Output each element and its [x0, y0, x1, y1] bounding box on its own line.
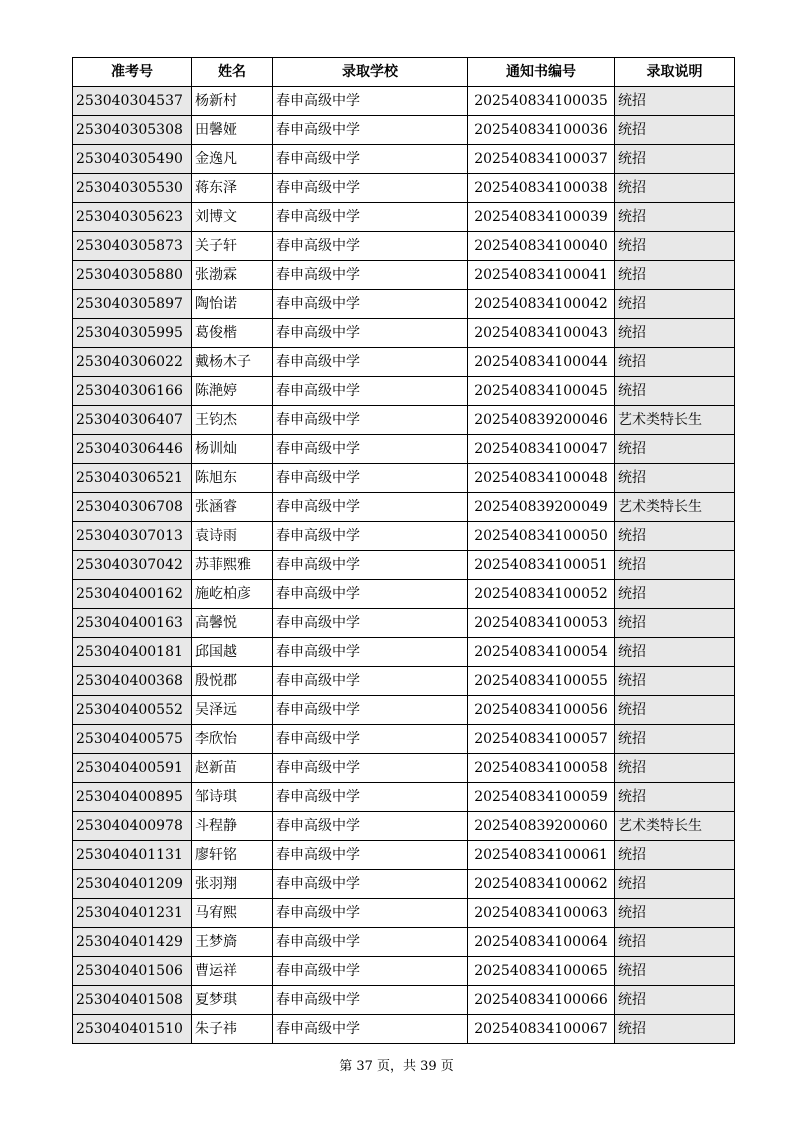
table-row — [73, 493, 735, 522]
table-row — [73, 551, 735, 580]
cell-notice-number: 202540834100062 — [468, 870, 615, 899]
cell-name: 曹运祥 — [192, 957, 273, 986]
cell-exam-number: 253040306708 — [73, 493, 192, 522]
table-row — [73, 261, 735, 290]
cell-exam-number: 253040400162 — [73, 580, 192, 609]
cell-exam-number: 253040306166 — [73, 377, 192, 406]
cell-exam-number: 253040401508 — [73, 986, 192, 1015]
table-row — [73, 928, 735, 957]
cell-exam-number: 253040400978 — [73, 812, 192, 841]
table-row — [73, 1015, 735, 1044]
cell-exam-number: 253040401506 — [73, 957, 192, 986]
table-row — [73, 348, 735, 377]
table-row — [73, 609, 735, 638]
cell-notice-number: 202540834100048 — [468, 464, 615, 493]
cell-name: 关子轩 — [192, 232, 273, 261]
cell-notice-number: 202540839200049 — [468, 493, 615, 522]
cell-notice-number: 202540834100063 — [468, 899, 615, 928]
cell-exam-number: 253040304537 — [73, 87, 192, 116]
cell-notice-number: 202540834100066 — [468, 986, 615, 1015]
cell-notice-number: 202540834100040 — [468, 232, 615, 261]
cell-admitted-school: 春申高级中学 — [273, 870, 468, 899]
cell-admitted-school: 春申高级中学 — [273, 638, 468, 667]
table-row — [73, 290, 735, 319]
cell-admission-note: 统招 — [615, 87, 735, 116]
table-row — [73, 145, 735, 174]
cell-admission-note: 艺术类特长生 — [615, 406, 735, 435]
table-row — [73, 783, 735, 812]
cell-admission-note: 统招 — [615, 551, 735, 580]
cell-name: 斗程静 — [192, 812, 273, 841]
cell-admission-note: 统招 — [615, 435, 735, 464]
cell-notice-number: 202540839200060 — [468, 812, 615, 841]
table-row — [73, 319, 735, 348]
cell-admitted-school: 春申高级中学 — [273, 899, 468, 928]
cell-name: 王梦旖 — [192, 928, 273, 957]
cell-name: 殷悦郡 — [192, 667, 273, 696]
cell-admission-note: 统招 — [615, 116, 735, 145]
cell-admission-note: 统招 — [615, 638, 735, 667]
table-row — [73, 696, 735, 725]
cell-notice-number: 202540839200046 — [468, 406, 615, 435]
cell-admitted-school: 春申高级中学 — [273, 957, 468, 986]
cell-admitted-school: 春申高级中学 — [273, 522, 468, 551]
cell-name: 张涵睿 — [192, 493, 273, 522]
cell-name: 邱国越 — [192, 638, 273, 667]
cell-admitted-school: 春申高级中学 — [273, 145, 468, 174]
cell-exam-number: 253040401209 — [73, 870, 192, 899]
cell-name: 蒋东泽 — [192, 174, 273, 203]
cell-admitted-school: 春申高级中学 — [273, 348, 468, 377]
header-admission-note: 录取说明 — [615, 58, 735, 87]
cell-notice-number: 202540834100057 — [468, 725, 615, 754]
table-row — [73, 667, 735, 696]
cell-admitted-school: 春申高级中学 — [273, 609, 468, 638]
cell-admission-note: 统招 — [615, 348, 735, 377]
cell-exam-number: 253040400552 — [73, 696, 192, 725]
cell-admission-note: 统招 — [615, 870, 735, 899]
cell-exam-number: 253040306022 — [73, 348, 192, 377]
cell-notice-number: 202540834100054 — [468, 638, 615, 667]
cell-notice-number: 202540834100035 — [468, 87, 615, 116]
cell-exam-number: 253040400591 — [73, 754, 192, 783]
table-row — [73, 116, 735, 145]
cell-notice-number: 202540834100058 — [468, 754, 615, 783]
cell-notice-number: 202540834100052 — [468, 580, 615, 609]
cell-admitted-school: 春申高级中学 — [273, 841, 468, 870]
cell-notice-number: 202540834100051 — [468, 551, 615, 580]
cell-name: 马宥熙 — [192, 899, 273, 928]
admission-table — [72, 57, 735, 1044]
cell-admission-note: 统招 — [615, 203, 735, 232]
cell-notice-number: 202540834100050 — [468, 522, 615, 551]
cell-admission-note: 统招 — [615, 667, 735, 696]
table-row — [73, 406, 735, 435]
cell-admitted-school: 春申高级中学 — [273, 319, 468, 348]
cell-notice-number: 202540834100059 — [468, 783, 615, 812]
cell-exam-number: 253040400575 — [73, 725, 192, 754]
cell-admitted-school: 春申高级中学 — [273, 493, 468, 522]
table-body — [73, 87, 735, 1044]
cell-name: 王钧杰 — [192, 406, 273, 435]
table-row — [73, 841, 735, 870]
cell-name: 刘博文 — [192, 203, 273, 232]
cell-admitted-school: 春申高级中学 — [273, 754, 468, 783]
cell-admission-note: 统招 — [615, 377, 735, 406]
cell-exam-number: 253040401429 — [73, 928, 192, 957]
table-row — [73, 580, 735, 609]
cell-name: 吴泽远 — [192, 696, 273, 725]
cell-name: 施屹柏彦 — [192, 580, 273, 609]
cell-name: 赵新苗 — [192, 754, 273, 783]
cell-notice-number: 202540834100045 — [468, 377, 615, 406]
cell-notice-number: 202540834100037 — [468, 145, 615, 174]
cell-exam-number: 253040305490 — [73, 145, 192, 174]
cell-exam-number: 253040307042 — [73, 551, 192, 580]
table-row — [73, 957, 735, 986]
cell-admission-note: 统招 — [615, 609, 735, 638]
cell-admission-note: 艺术类特长生 — [615, 812, 735, 841]
cell-exam-number: 253040306446 — [73, 435, 192, 464]
cell-admitted-school: 春申高级中学 — [273, 551, 468, 580]
cell-notice-number: 202540834100055 — [468, 667, 615, 696]
cell-name: 张羽翔 — [192, 870, 273, 899]
cell-exam-number: 253040401131 — [73, 841, 192, 870]
cell-notice-number: 202540834100064 — [468, 928, 615, 957]
cell-admission-note: 统招 — [615, 957, 735, 986]
cell-exam-number: 253040306407 — [73, 406, 192, 435]
table-row — [73, 87, 735, 116]
cell-admitted-school: 春申高级中学 — [273, 435, 468, 464]
table-row — [73, 232, 735, 261]
cell-admission-note: 统招 — [615, 783, 735, 812]
cell-admission-note: 统招 — [615, 232, 735, 261]
header-admitted-school: 录取学校 — [273, 58, 468, 87]
cell-admitted-school: 春申高级中学 — [273, 928, 468, 957]
cell-name: 朱子祎 — [192, 1015, 273, 1044]
table-row — [73, 899, 735, 928]
cell-admission-note: 统招 — [615, 899, 735, 928]
table-header-row — [73, 58, 735, 87]
cell-exam-number: 253040400895 — [73, 783, 192, 812]
cell-exam-number: 253040305897 — [73, 290, 192, 319]
cell-notice-number: 202540834100039 — [468, 203, 615, 232]
cell-exam-number: 253040307013 — [73, 522, 192, 551]
cell-admitted-school: 春申高级中学 — [273, 464, 468, 493]
table-row — [73, 638, 735, 667]
cell-name: 戴杨木子 — [192, 348, 273, 377]
cell-admission-note: 统招 — [615, 290, 735, 319]
cell-admitted-school: 春申高级中学 — [273, 290, 468, 319]
cell-name: 杨新村 — [192, 87, 273, 116]
cell-admission-note: 统招 — [615, 145, 735, 174]
cell-exam-number: 253040400163 — [73, 609, 192, 638]
cell-notice-number: 202540834100061 — [468, 841, 615, 870]
cell-exam-number: 253040305880 — [73, 261, 192, 290]
table-row — [73, 754, 735, 783]
cell-notice-number: 202540834100056 — [468, 696, 615, 725]
table-row — [73, 522, 735, 551]
table-row — [73, 986, 735, 1015]
cell-exam-number: 253040305873 — [73, 232, 192, 261]
cell-admitted-school: 春申高级中学 — [273, 783, 468, 812]
cell-admitted-school: 春申高级中学 — [273, 812, 468, 841]
cell-name: 夏梦琪 — [192, 986, 273, 1015]
cell-notice-number: 202540834100041 — [468, 261, 615, 290]
table-row — [73, 464, 735, 493]
table-row — [73, 725, 735, 754]
cell-name: 陈滟婷 — [192, 377, 273, 406]
cell-admission-note: 艺术类特长生 — [615, 493, 735, 522]
table-row — [73, 812, 735, 841]
table-row — [73, 203, 735, 232]
cell-admission-note: 统招 — [615, 754, 735, 783]
cell-name: 陶怡诺 — [192, 290, 273, 319]
cell-admitted-school: 春申高级中学 — [273, 406, 468, 435]
header-notice-number: 通知书编号 — [468, 58, 615, 87]
cell-admitted-school: 春申高级中学 — [273, 667, 468, 696]
cell-exam-number: 253040401510 — [73, 1015, 192, 1044]
cell-admitted-school: 春申高级中学 — [273, 87, 468, 116]
cell-name: 苏菲熙雅 — [192, 551, 273, 580]
table-row — [73, 435, 735, 464]
cell-name: 李欣怡 — [192, 725, 273, 754]
cell-exam-number: 253040400181 — [73, 638, 192, 667]
cell-admission-note: 统招 — [615, 464, 735, 493]
cell-notice-number: 202540834100044 — [468, 348, 615, 377]
cell-name: 杨训灿 — [192, 435, 273, 464]
cell-name: 高馨悦 — [192, 609, 273, 638]
cell-exam-number: 253040401231 — [73, 899, 192, 928]
cell-name: 廖轩铭 — [192, 841, 273, 870]
cell-admission-note: 统招 — [615, 841, 735, 870]
cell-admitted-school: 春申高级中学 — [273, 116, 468, 145]
cell-admission-note: 统招 — [615, 522, 735, 551]
cell-exam-number: 253040306521 — [73, 464, 192, 493]
cell-name: 葛俊楷 — [192, 319, 273, 348]
table-row — [73, 174, 735, 203]
cell-admission-note: 统招 — [615, 986, 735, 1015]
cell-exam-number: 253040305530 — [73, 174, 192, 203]
cell-name: 陈旭东 — [192, 464, 273, 493]
cell-notice-number: 202540834100042 — [468, 290, 615, 319]
cell-admitted-school: 春申高级中学 — [273, 725, 468, 754]
cell-admitted-school: 春申高级中学 — [273, 1015, 468, 1044]
table-row — [73, 870, 735, 899]
header-exam-number: 准考号 — [73, 58, 192, 87]
cell-name: 袁诗雨 — [192, 522, 273, 551]
header-name: 姓名 — [192, 58, 273, 87]
cell-admitted-school: 春申高级中学 — [273, 174, 468, 203]
cell-notice-number: 202540834100038 — [468, 174, 615, 203]
cell-name: 邹诗琪 — [192, 783, 273, 812]
cell-admitted-school: 春申高级中学 — [273, 232, 468, 261]
cell-admission-note: 统招 — [615, 1015, 735, 1044]
cell-admission-note: 统招 — [615, 580, 735, 609]
cell-admitted-school: 春申高级中学 — [273, 261, 468, 290]
cell-exam-number: 253040305995 — [73, 319, 192, 348]
cell-admission-note: 统招 — [615, 725, 735, 754]
cell-admission-note: 统招 — [615, 174, 735, 203]
cell-admitted-school: 春申高级中学 — [273, 580, 468, 609]
cell-notice-number: 202540834100036 — [468, 116, 615, 145]
cell-name: 张渤霖 — [192, 261, 273, 290]
cell-admitted-school: 春申高级中学 — [273, 696, 468, 725]
cell-notice-number: 202540834100067 — [468, 1015, 615, 1044]
table-row — [73, 377, 735, 406]
cell-exam-number: 253040305623 — [73, 203, 192, 232]
cell-name: 金逸凡 — [192, 145, 273, 174]
cell-admission-note: 统招 — [615, 928, 735, 957]
cell-name: 田馨娅 — [192, 116, 273, 145]
cell-admitted-school: 春申高级中学 — [273, 377, 468, 406]
page-footer: 第 37 页，共 39 页 — [339, 1059, 454, 1074]
cell-exam-number: 253040305308 — [73, 116, 192, 145]
cell-notice-number: 202540834100047 — [468, 435, 615, 464]
cell-notice-number: 202540834100043 — [468, 319, 615, 348]
cell-admission-note: 统招 — [615, 261, 735, 290]
cell-notice-number: 202540834100065 — [468, 957, 615, 986]
cell-admitted-school: 春申高级中学 — [273, 203, 468, 232]
cell-exam-number: 253040400368 — [73, 667, 192, 696]
cell-admission-note: 统招 — [615, 696, 735, 725]
cell-admission-note: 统招 — [615, 319, 735, 348]
cell-admitted-school: 春申高级中学 — [273, 986, 468, 1015]
cell-notice-number: 202540834100053 — [468, 609, 615, 638]
